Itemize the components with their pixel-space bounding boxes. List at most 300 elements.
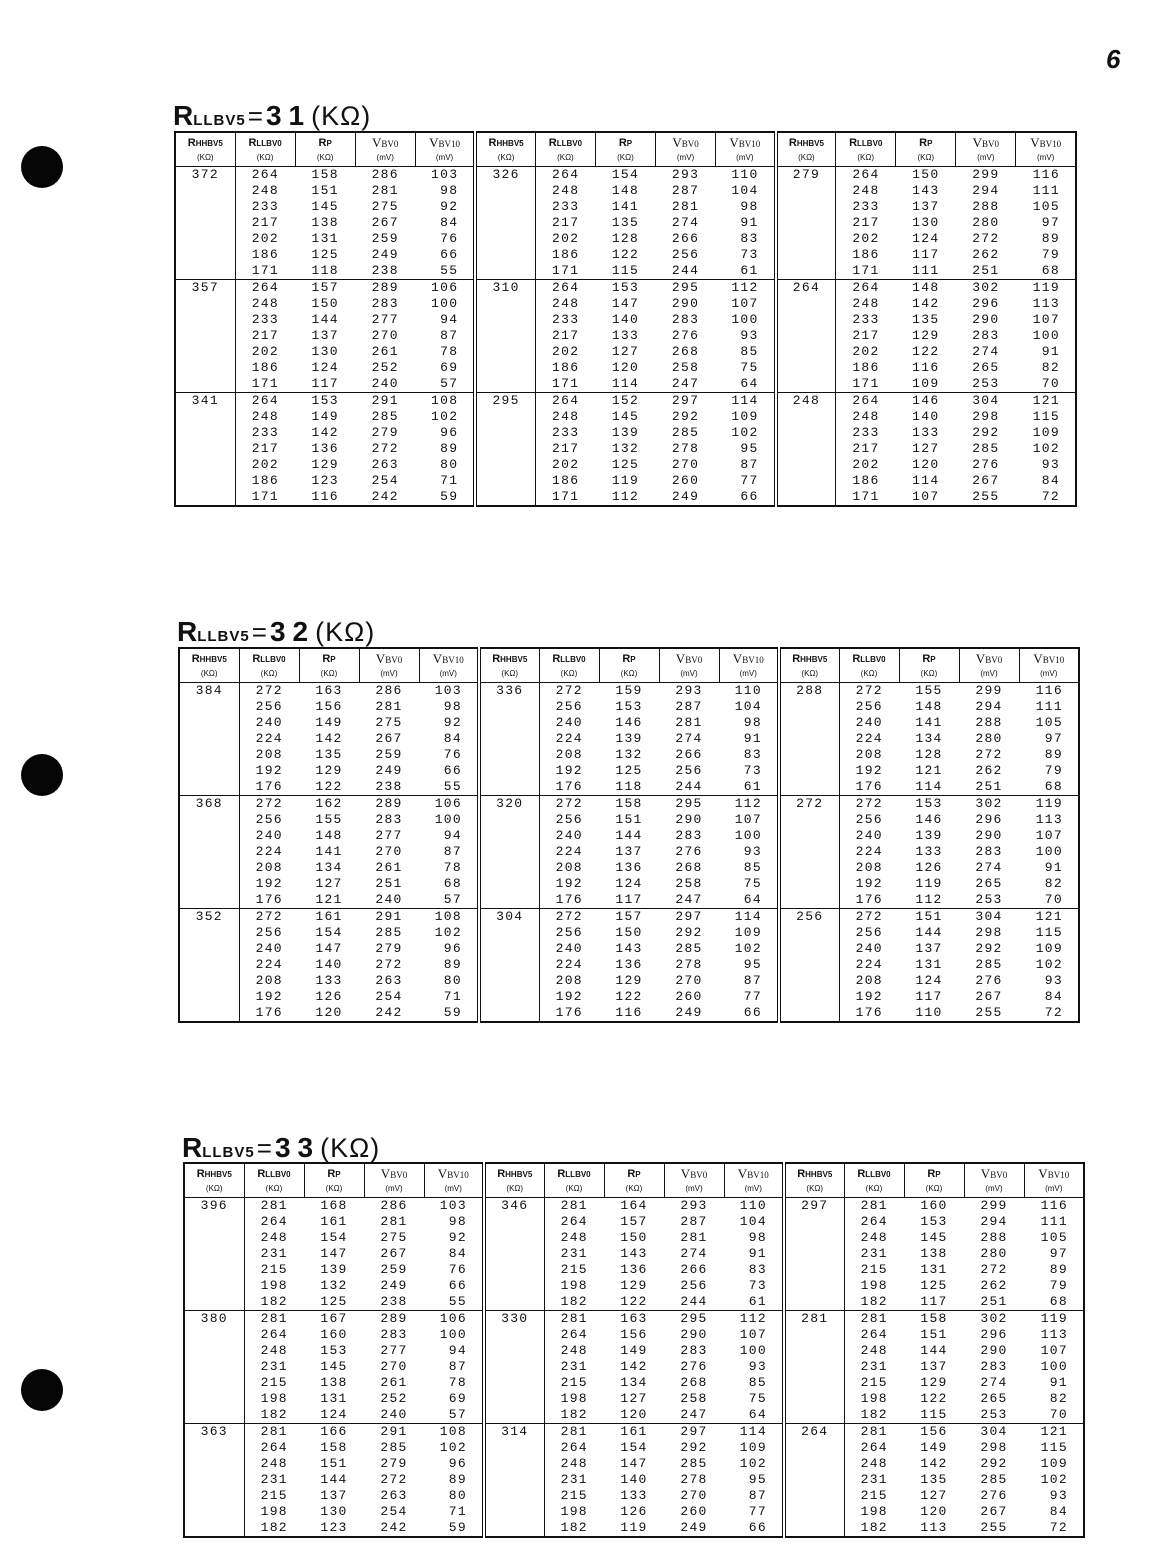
header-subscript: HHBV5 [496, 139, 524, 148]
vbv0-cell: 263 [380, 1488, 408, 1503]
header-subscript: HHBV5 [505, 1170, 533, 1179]
rp-cell: 135 [315, 747, 343, 762]
rllbv0-cell: 231 [860, 1359, 888, 1374]
vbv0-cell: 292 [680, 1440, 708, 1455]
rhhbv5-cell [475, 263, 535, 280]
rhhbv5-cell: 281 [784, 1311, 844, 1328]
vbv10-cell: 66 [415, 247, 475, 263]
rllbv0-cell: 217 [552, 441, 580, 456]
vbv10-cell: 121 [1024, 1424, 1084, 1441]
rhhbv5-cell [484, 1391, 544, 1407]
rllbv0-cell: 186 [852, 247, 880, 262]
vbv0-cell: 262 [972, 247, 1000, 262]
vbv10-cell: 91 [1044, 860, 1063, 875]
vbv0-cell: 276 [671, 328, 700, 343]
rllbv0-cell: 182 [560, 1294, 588, 1309]
rhhbv5-cell [175, 247, 235, 263]
vbv0-cell: 296 [980, 1327, 1008, 1342]
rhhbv5-cell [479, 747, 539, 763]
rp-cell: 167 [304, 1311, 364, 1328]
vbv10-cell: 89 [424, 1472, 484, 1488]
table-row [179, 747, 1079, 763]
header-unit: (mV) [676, 152, 695, 162]
rhhbv5-cell [779, 715, 839, 731]
table-row [175, 376, 1076, 393]
rllbv0-cell: 248 [852, 296, 880, 311]
vbv0-cell: 260 [675, 989, 703, 1004]
rllbv0-cell: 231 [560, 1359, 588, 1374]
header-subscript: LLBV0 [256, 139, 282, 148]
header-unit: (KΩ) [865, 1184, 883, 1193]
vbv0-cell: 298 [975, 925, 1003, 940]
vbv10-cell: 103 [419, 683, 479, 700]
header-symbol: R [488, 137, 497, 149]
rllbv0-cell: 224 [555, 731, 583, 746]
vbv10-cell: 111 [1035, 699, 1063, 714]
header-symbol: R [849, 137, 858, 149]
rhhbv5-cell [776, 457, 836, 473]
vbv0-cell: 267 [380, 1246, 408, 1261]
rhhbv5-cell: 320 [479, 796, 539, 813]
rhhbv5-cell: 279 [776, 167, 836, 184]
rllbv0-cell: 217 [852, 328, 880, 343]
vbv0-cell: 260 [671, 473, 700, 488]
rllbv0-cell: 186 [251, 473, 279, 488]
header-subscript: HHBV5 [195, 139, 223, 148]
rllbv0-cell: 217 [251, 328, 279, 343]
vbv0-cell: 238 [375, 779, 403, 794]
rhhbv5-cell [484, 1456, 544, 1472]
header-subscript: BV10 [747, 1169, 769, 1180]
header-unit: (mV) [444, 1183, 462, 1193]
rp-cell: 138 [320, 1375, 348, 1390]
rllbv0-cell: 224 [855, 844, 883, 859]
rhhbv5-cell [179, 1005, 239, 1022]
table-row [184, 1327, 1084, 1343]
header-subscript: BV0 [385, 654, 403, 665]
header-subscript: BV10 [738, 138, 761, 149]
rp-cell: 122 [912, 344, 940, 359]
rllbv0-cell: 182 [260, 1520, 288, 1535]
rp-cell: 139 [615, 731, 643, 746]
rllbv0-cell: 240 [855, 941, 883, 956]
header-label [900, 652, 959, 666]
vbv0-cell: 267 [375, 731, 403, 746]
rllbv0-cell: 192 [555, 876, 583, 891]
vbv0-cell: 251 [980, 1294, 1008, 1309]
rp-cell: 111 [912, 263, 940, 278]
rllbv0-cell: 215 [560, 1375, 588, 1390]
header-label [536, 136, 595, 150]
rhhbv5-cell: 346 [484, 1198, 544, 1215]
vbv0-cell: 276 [980, 1488, 1008, 1503]
rllbv0-cell: 248 [860, 1230, 888, 1245]
vbv0-cell: 299 [956, 167, 1016, 184]
vbv10-cell: 84 [1041, 473, 1060, 488]
rllbv0-cell: 264 [535, 393, 595, 410]
header-cell [779, 648, 839, 683]
rllbv0-cell: 264 [535, 167, 595, 184]
rp-cell: 136 [311, 441, 339, 456]
rllbv0-cell: 215 [560, 1488, 588, 1503]
table-row [179, 909, 1079, 926]
vbv0-cell: 247 [675, 892, 703, 907]
vbv0-cell: 281 [380, 1214, 408, 1229]
header-label [596, 136, 655, 150]
rp-cell: 147 [620, 1456, 648, 1471]
rp-cell: 163 [299, 683, 359, 700]
rp-cell: 145 [311, 199, 339, 214]
table-container [183, 1162, 1085, 1538]
vbv10-cell: 64 [716, 376, 776, 393]
rhhbv5-cell [184, 1278, 244, 1294]
rhhbv5-cell [784, 1504, 844, 1520]
rllbv0-cell: 272 [539, 796, 599, 813]
vbv10-cell: 91 [1049, 1375, 1068, 1390]
vbv0-cell: 292 [671, 409, 700, 424]
vbv0-cell: 242 [371, 489, 399, 504]
rllbv0-cell: 240 [255, 828, 283, 843]
rhhbv5-cell [475, 183, 535, 199]
rp-cell: 151 [311, 183, 339, 198]
rp-cell: 126 [620, 1504, 648, 1519]
vbv0-cell: 288 [975, 715, 1003, 730]
rllbv0-cell: 176 [255, 892, 283, 907]
vbv10-cell: 107 [724, 1327, 784, 1343]
rllbv0-cell: 248 [260, 1230, 288, 1245]
vbv0-cell: 295 [656, 280, 716, 297]
vbv0-cell: 281 [680, 1230, 708, 1245]
rllbv0-cell: 186 [552, 247, 580, 262]
rp-cell: 129 [920, 1375, 948, 1390]
rhhbv5-cell [784, 1230, 844, 1246]
rllbv0-cell: 240 [255, 941, 283, 956]
rp-cell: 114 [912, 473, 940, 488]
vbv10-cell: 119 [1019, 796, 1079, 813]
vbv0-cell: 298 [972, 409, 1000, 424]
header-unit: (KΩ) [265, 1184, 283, 1193]
table-row [175, 167, 1076, 184]
rhhbv5-cell [475, 489, 535, 506]
header-label [716, 134, 774, 150]
rhhbv5-cell [779, 844, 839, 860]
header-unit: (mV) [739, 668, 757, 678]
rhhbv5-cell [175, 199, 235, 215]
vbv10-cell: 97 [1044, 731, 1063, 746]
rp-cell: 125 [615, 763, 643, 778]
rllbv0-cell: 217 [552, 215, 580, 230]
rp-cell: 142 [311, 425, 339, 440]
vbv10-cell: 112 [719, 796, 779, 813]
rp-cell: 125 [611, 457, 640, 472]
rhhbv5-cell [475, 231, 535, 247]
header-subscript: LLBV0 [265, 1170, 291, 1179]
page-number: 6 [1106, 44, 1121, 74]
header-label [896, 136, 955, 150]
vbv0-cell: 274 [980, 1375, 1008, 1390]
rp-cell: 150 [620, 1230, 648, 1245]
rhhbv5-cell [784, 1391, 844, 1407]
vbv0-cell: 285 [680, 1456, 708, 1471]
header-cell [304, 1163, 364, 1198]
rp-cell: 133 [915, 844, 943, 859]
vbv10-cell: 106 [419, 796, 479, 813]
rp-cell: 107 [912, 489, 940, 504]
header-cell [539, 648, 599, 683]
header-label [725, 1165, 783, 1181]
vbv0-cell: 272 [975, 747, 1003, 762]
vbv0-cell: 262 [980, 1278, 1008, 1293]
table-row [184, 1520, 1084, 1537]
rhhbv5-cell [779, 699, 839, 715]
vbv0-cell: 278 [675, 957, 703, 972]
vbv10-cell: 69 [424, 1391, 484, 1407]
vbv0-cell: 261 [371, 344, 399, 359]
rhhbv5-cell [475, 441, 535, 457]
rllbv0-cell: 217 [251, 441, 279, 456]
rllbv0-cell: 281 [544, 1198, 604, 1215]
vbv0-cell: 280 [975, 731, 1003, 746]
rllbv0-cell: 198 [560, 1504, 588, 1519]
vbv10-cell: 64 [719, 892, 779, 909]
rp-cell: 161 [320, 1214, 348, 1229]
rllbv0-cell: 182 [260, 1294, 288, 1309]
rllbv0-cell: 217 [852, 215, 880, 230]
rp-cell: 153 [320, 1343, 348, 1358]
rhhbv5-cell [179, 715, 239, 731]
rhhbv5-cell [776, 296, 836, 312]
rhhbv5-cell: 314 [484, 1424, 544, 1441]
rhhbv5-cell [479, 973, 539, 989]
rllbv0-cell: 272 [539, 683, 599, 700]
rp-cell: 144 [915, 925, 943, 940]
header-label [845, 1167, 904, 1181]
header-cell [1016, 132, 1076, 167]
rp-cell: 159 [599, 683, 659, 700]
vbv10-cell: 84 [424, 1246, 484, 1262]
vbv10-cell: 59 [424, 1520, 484, 1537]
vbv10-cell: 61 [724, 1294, 784, 1311]
rllbv0-cell: 198 [560, 1278, 588, 1293]
table-container [174, 131, 1077, 507]
table-row [184, 1440, 1084, 1456]
rhhbv5-cell [184, 1246, 244, 1262]
rhhbv5-cell [779, 747, 839, 763]
header-symbol: R [557, 1168, 566, 1180]
rhhbv5-cell [484, 1278, 544, 1294]
vbv10-cell: 80 [424, 1488, 484, 1504]
vbv0-cell: 281 [371, 183, 399, 198]
rp-cell: 155 [315, 812, 343, 827]
header-subscript: LLBV0 [857, 139, 883, 148]
vbv10-cell: 72 [1044, 1005, 1063, 1020]
vbv0-cell: 249 [680, 1520, 708, 1535]
header-symbol: V [975, 650, 986, 666]
rp-cell: 153 [615, 699, 643, 714]
vbv10-cell: 64 [724, 1407, 784, 1424]
vbv10-cell: 89 [419, 957, 479, 973]
rhhbv5-cell [776, 473, 836, 489]
vbv0-cell: 277 [371, 312, 399, 327]
header-unit: (mV) [680, 668, 698, 678]
header-unit: (KΩ) [501, 669, 519, 678]
vbv0-cell: 259 [375, 747, 403, 762]
rllbv0-cell: 272 [839, 796, 899, 813]
rp-cell: 128 [611, 231, 640, 246]
table-row [175, 360, 1076, 376]
rp-cell: 117 [311, 376, 339, 391]
rhhbv5-cell [484, 1343, 544, 1359]
rp-cell: 134 [915, 731, 943, 746]
vbv10-cell: 75 [716, 360, 776, 376]
rllbv0-cell: 264 [235, 393, 295, 410]
vbv0-cell: 297 [659, 909, 719, 926]
vbv10-cell: 55 [424, 1294, 484, 1311]
rhhbv5-cell: 288 [779, 683, 839, 700]
header-label [540, 652, 599, 666]
vbv10-cell: 108 [419, 909, 479, 926]
vbv10-cell: 116 [1019, 683, 1079, 700]
vbv10-cell: 85 [716, 344, 776, 360]
header-unit: (KΩ) [320, 669, 338, 678]
rllbv0-cell: 186 [852, 360, 880, 375]
rp-cell: 150 [615, 925, 643, 940]
header-symbol: R [622, 653, 631, 665]
header-cell [415, 132, 475, 167]
rp-cell: 148 [896, 280, 956, 297]
table-row [175, 247, 1076, 263]
rllbv0-cell: 202 [552, 344, 580, 359]
vbv10-cell: 94 [419, 828, 479, 844]
table-row [179, 715, 1079, 731]
table-row [184, 1343, 1084, 1359]
rp-cell: 117 [920, 1294, 948, 1309]
rhhbv5-cell [475, 473, 535, 489]
header-symbol: R [327, 1168, 336, 1180]
rllbv0-cell: 264 [560, 1327, 588, 1342]
vbv0-cell: 285 [375, 925, 403, 940]
table-row [179, 683, 1079, 700]
vbv0-cell: 290 [675, 812, 703, 827]
header-cell [1024, 1163, 1084, 1198]
vbv0-cell: 242 [375, 1005, 403, 1020]
header-label [360, 650, 419, 666]
rllbv0-cell: 192 [255, 989, 283, 1004]
vbv0-cell: 294 [975, 699, 1003, 714]
vbv10-cell: 95 [716, 441, 776, 457]
rp-cell: 144 [615, 828, 643, 843]
rp-cell: 126 [315, 989, 343, 1004]
table-row [179, 1005, 1079, 1022]
rllbv0-cell: 171 [852, 489, 880, 504]
header-symbol: V [680, 1165, 691, 1181]
rp-cell: 117 [915, 989, 943, 1004]
rllbv0-cell: 171 [552, 376, 580, 391]
vbv0-cell: 275 [375, 715, 403, 730]
table-row [179, 892, 1079, 909]
rllbv0-cell: 256 [855, 925, 883, 940]
vbv10-cell: 92 [419, 715, 479, 731]
vbv0-cell: 274 [671, 215, 700, 230]
rhhbv5-cell [175, 263, 235, 280]
rhhbv5-cell [184, 1472, 244, 1488]
header-subscript: P [635, 1170, 641, 1179]
vbv0-cell: 274 [680, 1246, 708, 1261]
vbv10-cell: 91 [716, 215, 776, 231]
rp-cell: 119 [915, 876, 943, 891]
header-cell [595, 132, 655, 167]
rhhbv5-cell [776, 376, 836, 393]
vbv0-cell: 286 [355, 167, 415, 184]
rllbv0-cell: 224 [855, 957, 883, 972]
vbv0-cell: 251 [375, 876, 403, 891]
vbv10-cell: 78 [424, 1375, 484, 1391]
rp-cell: 161 [299, 909, 359, 926]
rhhbv5-cell [479, 876, 539, 892]
vbv0-cell: 302 [959, 796, 1019, 813]
header-symbol: R [618, 137, 627, 149]
header-subscript: P [927, 139, 933, 148]
rp-cell: 140 [620, 1472, 648, 1487]
vbv0-cell: 254 [371, 473, 399, 488]
header-cell [899, 648, 959, 683]
header-unit: (KΩ) [260, 669, 278, 678]
rhhbv5-cell [776, 409, 836, 425]
rhhbv5-cell [175, 441, 235, 457]
rp-cell: 151 [920, 1327, 948, 1342]
rllbv0-cell: 202 [852, 457, 880, 472]
vbv0-cell: 244 [675, 779, 703, 794]
vbv0-cell: 294 [980, 1214, 1008, 1229]
vbv0-cell: 291 [355, 393, 415, 410]
rllbv0-cell: 208 [555, 860, 583, 875]
rllbv0-cell: 171 [852, 263, 880, 278]
header-label [240, 652, 299, 666]
rp-cell: 118 [311, 263, 339, 278]
rllbv0-cell: 240 [855, 715, 883, 730]
vbv0-cell: 279 [371, 425, 399, 440]
rllbv0-cell: 233 [251, 312, 279, 327]
vbv0-cell: 270 [375, 844, 403, 859]
vbv0-cell: 267 [980, 1504, 1008, 1519]
vbv0-cell: 244 [671, 263, 700, 278]
rp-cell: 132 [611, 441, 640, 456]
vbv0-cell: 272 [980, 1262, 1008, 1277]
vbv10-cell: 108 [415, 393, 475, 410]
rp-cell: 146 [915, 812, 943, 827]
table-row [184, 1504, 1084, 1520]
rhhbv5-cell [179, 989, 239, 1005]
rllbv0-cell: 215 [260, 1488, 288, 1503]
rhhbv5-cell [484, 1440, 544, 1456]
table-row [175, 425, 1076, 441]
vbv10-cell: 73 [724, 1278, 784, 1294]
rp-cell: 157 [620, 1214, 648, 1229]
rp-cell: 157 [599, 909, 659, 926]
rllbv0-cell: 217 [251, 215, 279, 230]
table-row [184, 1472, 1084, 1488]
vbv10-cell: 79 [1041, 247, 1060, 262]
vbv0-cell: 285 [371, 409, 399, 424]
vbv10-cell: 89 [1049, 1262, 1068, 1277]
rhhbv5-cell [784, 1359, 844, 1375]
header-label [905, 1167, 964, 1181]
rllbv0-cell: 231 [260, 1472, 288, 1487]
header-unit: (KΩ) [565, 1184, 583, 1193]
header-row [184, 1163, 1084, 1198]
vbv10-cell: 109 [1035, 941, 1063, 956]
rhhbv5-cell [184, 1391, 244, 1407]
